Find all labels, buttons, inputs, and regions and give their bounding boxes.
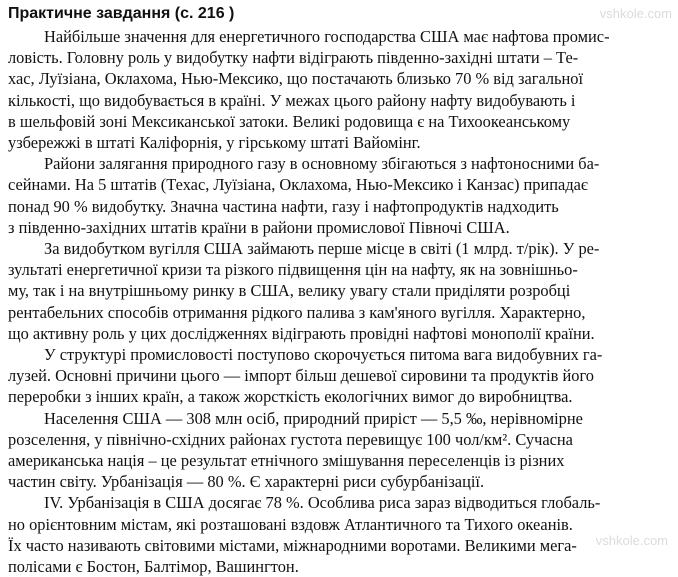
- text-line: розселення, у північно-східних районах густота перевищує 100 чол/км². Сучасна: [8, 429, 573, 449]
- paragraph-industry: [8, 344, 670, 408]
- page-title: Практичне завдання (с. 216 ): [8, 5, 235, 22]
- text-line: зультаті енергетичної кризи та різкого підвищення цін на нафту, як на зовнішньо-: [8, 260, 578, 280]
- text-line: лузей. Основні причини цього — імпорт більш дешевої сировини та продуктів його: [8, 366, 594, 386]
- watermark-top: vshkole.com: [599, 6, 672, 21]
- text-line: що активну роль у цих дослідженнях відіграють провідні нафтові монополії країни.: [8, 323, 595, 343]
- watermark-bottom: vshkole.com: [595, 533, 668, 548]
- text-line: му, так і на внутрішньому ринку в США, велику увагу стали приділяти розробці: [8, 281, 571, 301]
- text-line: в шельфовій зоні Мексиканської затоки. Великі родовища є на Тихоокеанському: [8, 111, 571, 131]
- text-line: понад 90 % видобутку. Значна частина нафти, газу і нафтопродуктів надходить: [8, 196, 559, 216]
- text-line: У структурі промисловості поступово скорочується питома вага видобувних га-: [44, 345, 603, 365]
- text-line: сейнами. На 5 штатів (Техас, Луїзіана, Оклахома, Нью-Мексико і Канзас) припадає: [8, 175, 588, 195]
- text-line: кількості, що видобувається в країні. У межах цього району нафту видобувають і: [8, 90, 576, 110]
- paragraph-population: [8, 408, 670, 493]
- paragraph-coal: [8, 238, 670, 344]
- paragraph-gas: [8, 153, 670, 238]
- text-line: американська нація – це результат етнічного змішування переселенців із різних: [8, 451, 565, 471]
- text-line: частин світу. Урбанізація — 80 %. Є характерні риси субурбанізації.: [8, 472, 485, 492]
- text-line: хас, Луїзіана, Оклахома, Нью-Мексико, що постачають близько 70 % від загальної: [8, 69, 584, 89]
- text-line: полісами є Бостон, Балтімор, Вашингтон.: [8, 557, 299, 577]
- paragraph-oil: [8, 26, 670, 153]
- text-line: Найбільше значення для енергетичного господарства США має нафтова промис-: [44, 27, 610, 46]
- text-line: IV. Урбанізація в США досягає 78 %. Особлива риса зараз відводиться глобаль-: [44, 493, 601, 513]
- text-line: Райони залягання природного газу в основному збігаються з нафтоносними ба-: [44, 154, 600, 174]
- text-line: ловість. Головну роль у видобутку нафти відіграють південно-західні штати – Те-: [8, 48, 579, 68]
- text-line: узбережжі в штаті Каліфорнія, у гірському штаті Вайомінг.: [8, 133, 421, 153]
- text-line: но орієнтовним містам, які розташовані вздовж Атлантичного та Тихого океанів.: [8, 514, 573, 534]
- text-line: рентабельних способів отримання рідкого палива з кам'яного вугілля. Характерно,: [8, 302, 586, 322]
- text-line: Їх часто називають світовими містами, міжнародними воротами. Великими мега-: [8, 535, 577, 555]
- text-line: Населення США — 308 млн осіб, природний приріст — 5,5 ‰, нерівномірне: [44, 408, 583, 428]
- paragraph-urbanization: [8, 492, 670, 577]
- text-line: За видобутком вугілля США займають перше місце в світі (1 млрд. т/рік). У ре-: [44, 239, 600, 259]
- text-line: з південно-західних штатів країни в райони промислової Півночі США.: [8, 217, 510, 237]
- text-line: переробки з інших країн, а також жорсткість екологічних вимог до виробництва.: [8, 387, 573, 407]
